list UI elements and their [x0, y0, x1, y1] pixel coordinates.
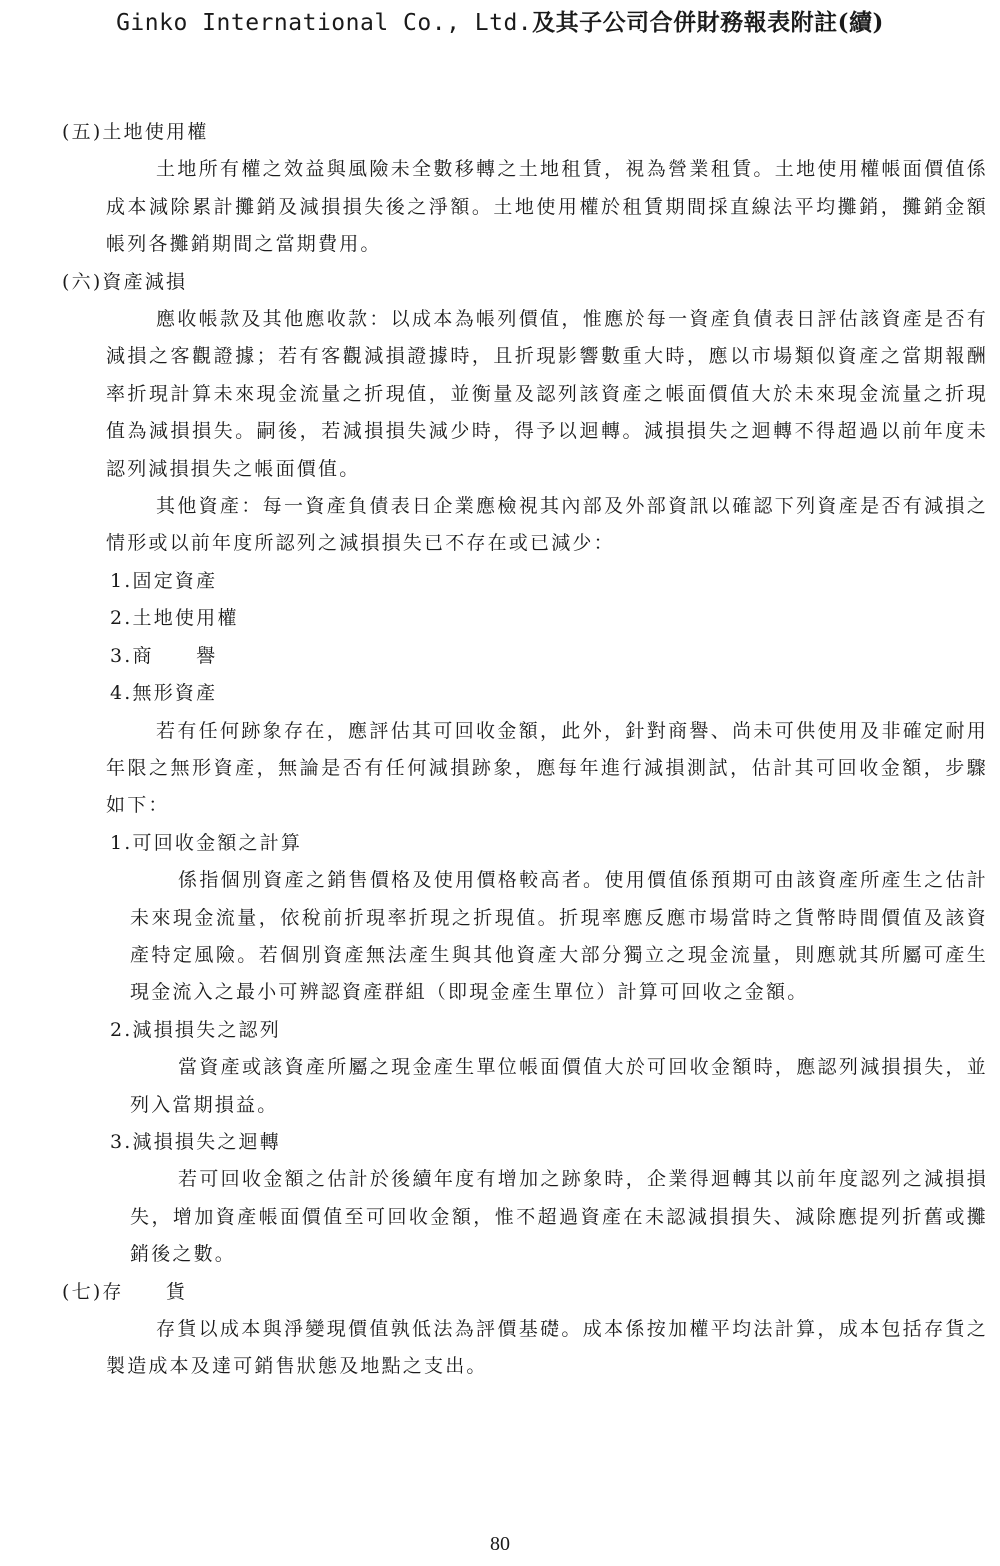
- header-title-zh: 及其子公司合併財務報表附註(續): [532, 9, 884, 36]
- step-title-recoverable-amount: 1.可回收金額之計算: [110, 831, 303, 854]
- asset-item-fixed-assets: 1.固定資產: [110, 569, 218, 592]
- step-text-recoverable-amount: 係指個別資產之銷售價格及使用價格較高者。使用價值係預期可由該資產所產生之估計未來現金流量，依稅前折現率折現之折現值。折現率應反應市場當時之貨幣時間價值及該資產特定風險。若個別資產無法產生與其他資產大部分獨立之現金流量，則應就其所屬可產生現金流入之最小可辨認資產群組（即現金產生單位）計算可回收之金額。: [130, 869, 988, 1004]
- company-name-en: Ginko International Co., Ltd.: [116, 10, 533, 36]
- step-title-reversal: 3.減損損失之迴轉: [110, 1130, 281, 1153]
- asset-item-land-use-rights: 2.土地使用權: [110, 607, 239, 630]
- step-text-recognition: 當資產或該資產所屬之現金產生單位帳面價值大於可回收金額時，應認列減損損失，並列入當期損益。: [130, 1056, 988, 1116]
- asset-item-intangible-assets: 4.無形資產: [110, 682, 218, 705]
- other-assets-paragraph: 其他資產：每一資產負債表日企業應檢視其內部及外部資訊以確認下列資產是否有減損之情形或以前年度所認列之減損損失已不存在或已減少：: [106, 495, 988, 555]
- step-text-reversal: 若可回收金額之估計於後續年度有增加之跡象時，企業得迴轉其以前年度認列之減損損失，增加資產帳面價值至可回收金額，惟不超過資產在未認減損損失、減除應提列折舊或攤銷後之數。: [130, 1168, 988, 1266]
- land-use-paragraph: 土地所有權之效益與風險未全數移轉之土地租賃，視為營業租賃。土地使用權帳面價值係成本減除累計攤銷及減損損失後之淨額。土地使用權於租賃期間採直線法平均攤銷，攤銷金額帳列各攤銷期間之當期費用。: [106, 158, 988, 256]
- page-number: 80: [490, 1533, 510, 1555]
- indication-paragraph: 若有任何跡象存在，應評估其可回收金額，此外，針對商譽、尚未可供使用及非確定耐用年限之無形資產，無論是否有任何減損跡象，應每年進行減損測試，估計其可回收金額，步驟如下：: [106, 719, 988, 817]
- asset-item-goodwill: 3.商 譽: [110, 644, 218, 667]
- page-header: [0, 4, 1000, 37]
- section-heading-inventory: (七)存 貨: [62, 1280, 188, 1303]
- inventory-paragraph: 存貨以成本與淨變現價值孰低法為評價基礎。成本係按加權平均法計算，成本包括存貨之製造成本及達可銷售狀態及地點之支出。: [106, 1318, 988, 1378]
- section-heading-land-use: (五)土地使用權: [62, 121, 209, 143]
- step-title-recognition: 2.減損損失之認列: [110, 1018, 281, 1041]
- section-heading-impairment: (六)資產減損: [62, 270, 188, 293]
- receivables-paragraph: 應收帳款及其他應收款：以成本為帳列價值，惟應於每一資產負債表日評估該資產是否有減損之客觀證據；若有客觀減損證據時，且折現影響數重大時，應以市場類似資產之當期報酬率折現計算未來現金流量之折現值，並衡量及認列該資產之帳面價值大於未來現金流量之折現值為減損損失。嗣後，若減損損失減少時，得予以迴轉。減損損失之迴轉不得超過以前年度未認列減損損失之帳面價值。: [106, 308, 988, 480]
- document-body: [0, 114, 1000, 1386]
